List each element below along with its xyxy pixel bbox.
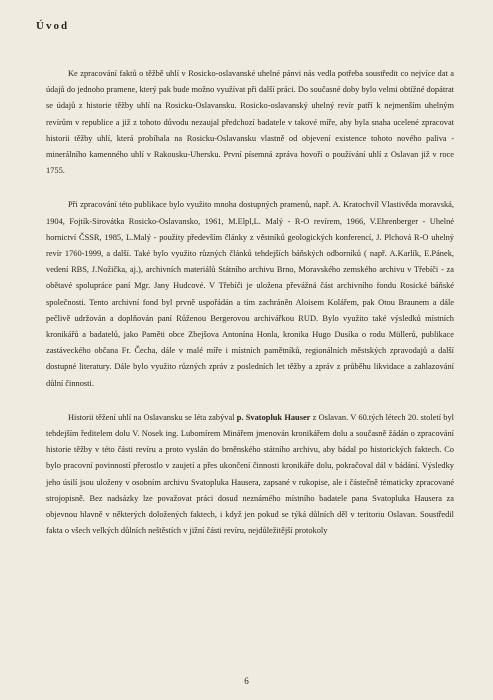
paragraph-hauser (46, 410, 454, 540)
paragraph-text: z Oslavan. V 60.tých létech 20. století byl tehdejším ředitelem dolu V. Nosek ing. Lubomírem Minářem jmenován kronikářem dolu a současně žádán o zpracování historie těžby v této části revíru a proto vyslán do brněnského státního archivu, aby bádal po historických faktech. Co bylo pracovní povinností přerostlo v zaujetí a přes ukončení činnosti kronikáře dolu, pokračoval dál v bádání. Výsledky jeho úsilí jsou uloženy v osobním archivu Svatopluka Hausera, zapsané v rukopise, ale i částečně tématicky zpracované strojopisně. Bez nadsázky lze považovat práci dosud neznámého místního badatele pana Svatopluka Hausera za objevnou hlavně v některých doložených faktech, i když jen pokud se týká důlních děl v teritoriu Oslavan. Soustředil fakta o všech velkých důlních neštěstích v jižní části revíru, nejdůležitější protokoly (46, 412, 454, 536)
paragraph-text-lead: Historii těžení uhlí na Oslavansku se léta zabýval (68, 412, 237, 422)
author-name-bold: p. Svatopluk Hauser (236, 412, 311, 422)
page-number: 6 (244, 676, 249, 686)
paragraph-sources (46, 197, 454, 391)
document-body (46, 66, 454, 557)
paragraph-text: Při zpracování této publikace bylo využito mnoha dostupných pramenů, např. A. Kratochvíl Vlastivěda moravská, 1904, Fojtík-Sirovátka Rosicko-Oslavansko, 1961, M.Elpl,L. Malý - R-O revírem, 1966, V.Ehrenberger - Uhelné hornictví ČSSR, 1985, L.Malý - použity především články z věstníků geologických konferencí, J. Plchová R-O uhelný revír 1760-1999, a další. Také bylo využito různých článků tehdejších báňských odborníků ( např. A.Karlík, E.Pánek, vedení RBS, J.Nožička, aj.), archivních materiálů Státního archivu Brno, Moravského zemského archivu v Třebíči - za obětavé spolupráce paní Mgr. Jany Hudcové. V Třebíči je uložena převážná část archivního fondu Rosické báňské společnosti. Tento archivní fond byl prvně uspořádán a tím zachráněn Aloisem Kolářem, pak Otou Braunem a dále pečlivě udržován a doplňován paní Růženou Bergerovou archivářkou RUD. Bylo využito také výsledků místních kronikářů a badatelů, jako Paměti obce Zbejšova Antonína Honla, kronika Hugo Dusíka o rodu Müllerů, publikace zastáveckého občana Fr. Čecha, dále v malé míře i místních pamětníků, regionálních městských zpravodajů a další dostupné literatury. Dále bylo využito různých zpráv z posledních let těžby a zpráv z průběhu likvidace a zahlazování důlní činnosti. (46, 200, 454, 388)
paragraph-text: Ke zpracování faktů o těžbě uhlí v Rosicko-oslavanské uhelné pánvi nás vedla potřeba soustředit co nejvíce dat a údajů do jednoho pramene, který pak bude možno využívat při další práci. Do současné doby bylo velmi obtížné dopátrat se údajů z historie těžby uhlí na Rosicku-Oslavansku. Rosicko-oslavanský uhelný revír patří k nejmenším uhelným revírům v republice a již z tohoto důvodu nezaujal předchozí badatele v takové míře, aby byla snaha ucelené zpracovat historii těžby uhlí, která probíhala na Rosicku-Oslavansku vlastně od objevení existence tohoto nového paliva - minerálního kamenného uhlí v Rakousku-Uhersku. První písemná zpráva hovoří o používání uhlí z Oslavan již v roce 1755. (46, 69, 454, 176)
page-title: Úvod (36, 20, 70, 32)
paragraph-intro (46, 66, 454, 179)
